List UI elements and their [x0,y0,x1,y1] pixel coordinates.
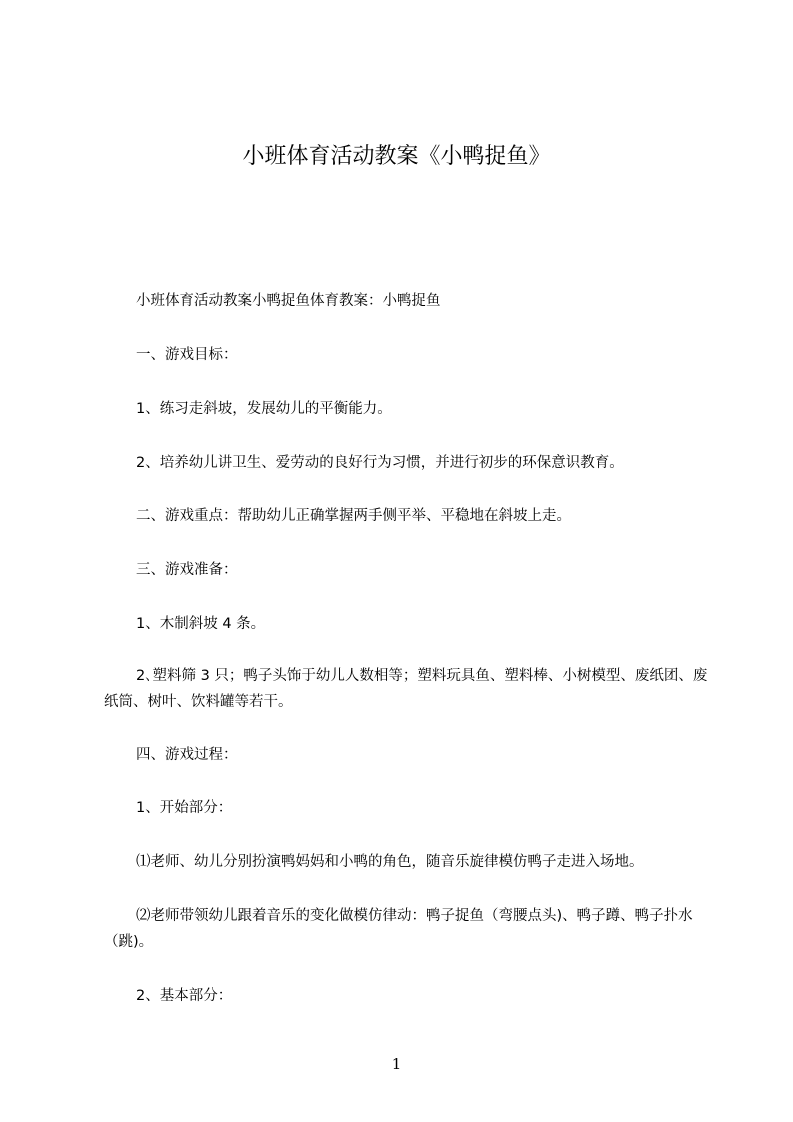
paragraph-prep-1: 1、木制斜坡 4 条。 [136,616,266,632]
paragraph-goal-2: 2、培养幼儿讲卫生、爱劳动的良好行为习惯，并进行初步的环保意识教育。 [136,455,624,471]
heading-basic-part: 2、基本部分： [136,988,233,1004]
document-title: 小班体育活动教案《小鸭捉鱼》 [242,144,551,169]
heading-game-process: 四、游戏过程： [136,747,238,763]
paragraph-opening-2: ⑵老师带领幼儿跟着音乐的变化做模仿律动：鸭子捉鱼（弯腰点头)、鸭子蹲、鸭子扑水（跳)。 [104,908,693,950]
page-number: 1 [391,1055,402,1073]
paragraph-intro: 小班体育活动教案小鸭捉鱼体育教案：小鸭捉鱼 [136,293,441,309]
heading-opening-part: 1、开始部分： [136,800,233,816]
heading-game-preparation: 三、游戏准备： [136,562,238,578]
paragraph-goal-1: 1、练习走斜坡，发展幼儿的平衡能力。 [136,401,392,417]
heading-game-goals: 一、游戏目标： [136,347,238,363]
paragraph-prep-2: 2､塑料筛 3 只；鸭子头饰于幼儿人数相等；塑料玩具鱼、塑料棒、小树模型、废纸团、废纸筒、树叶、饮料罐等若干。 [104,668,708,710]
paragraph-opening-1: ⑴老师、幼儿分别扮演鸭妈妈和小鸭的角色，随音乐旋律模仿鸭子走进入场地。 [136,854,644,870]
heading-game-focus: 二、游戏重点：帮助幼儿正确掌握两手侧平举、平稳地在斜坡上走。 [136,508,571,524]
